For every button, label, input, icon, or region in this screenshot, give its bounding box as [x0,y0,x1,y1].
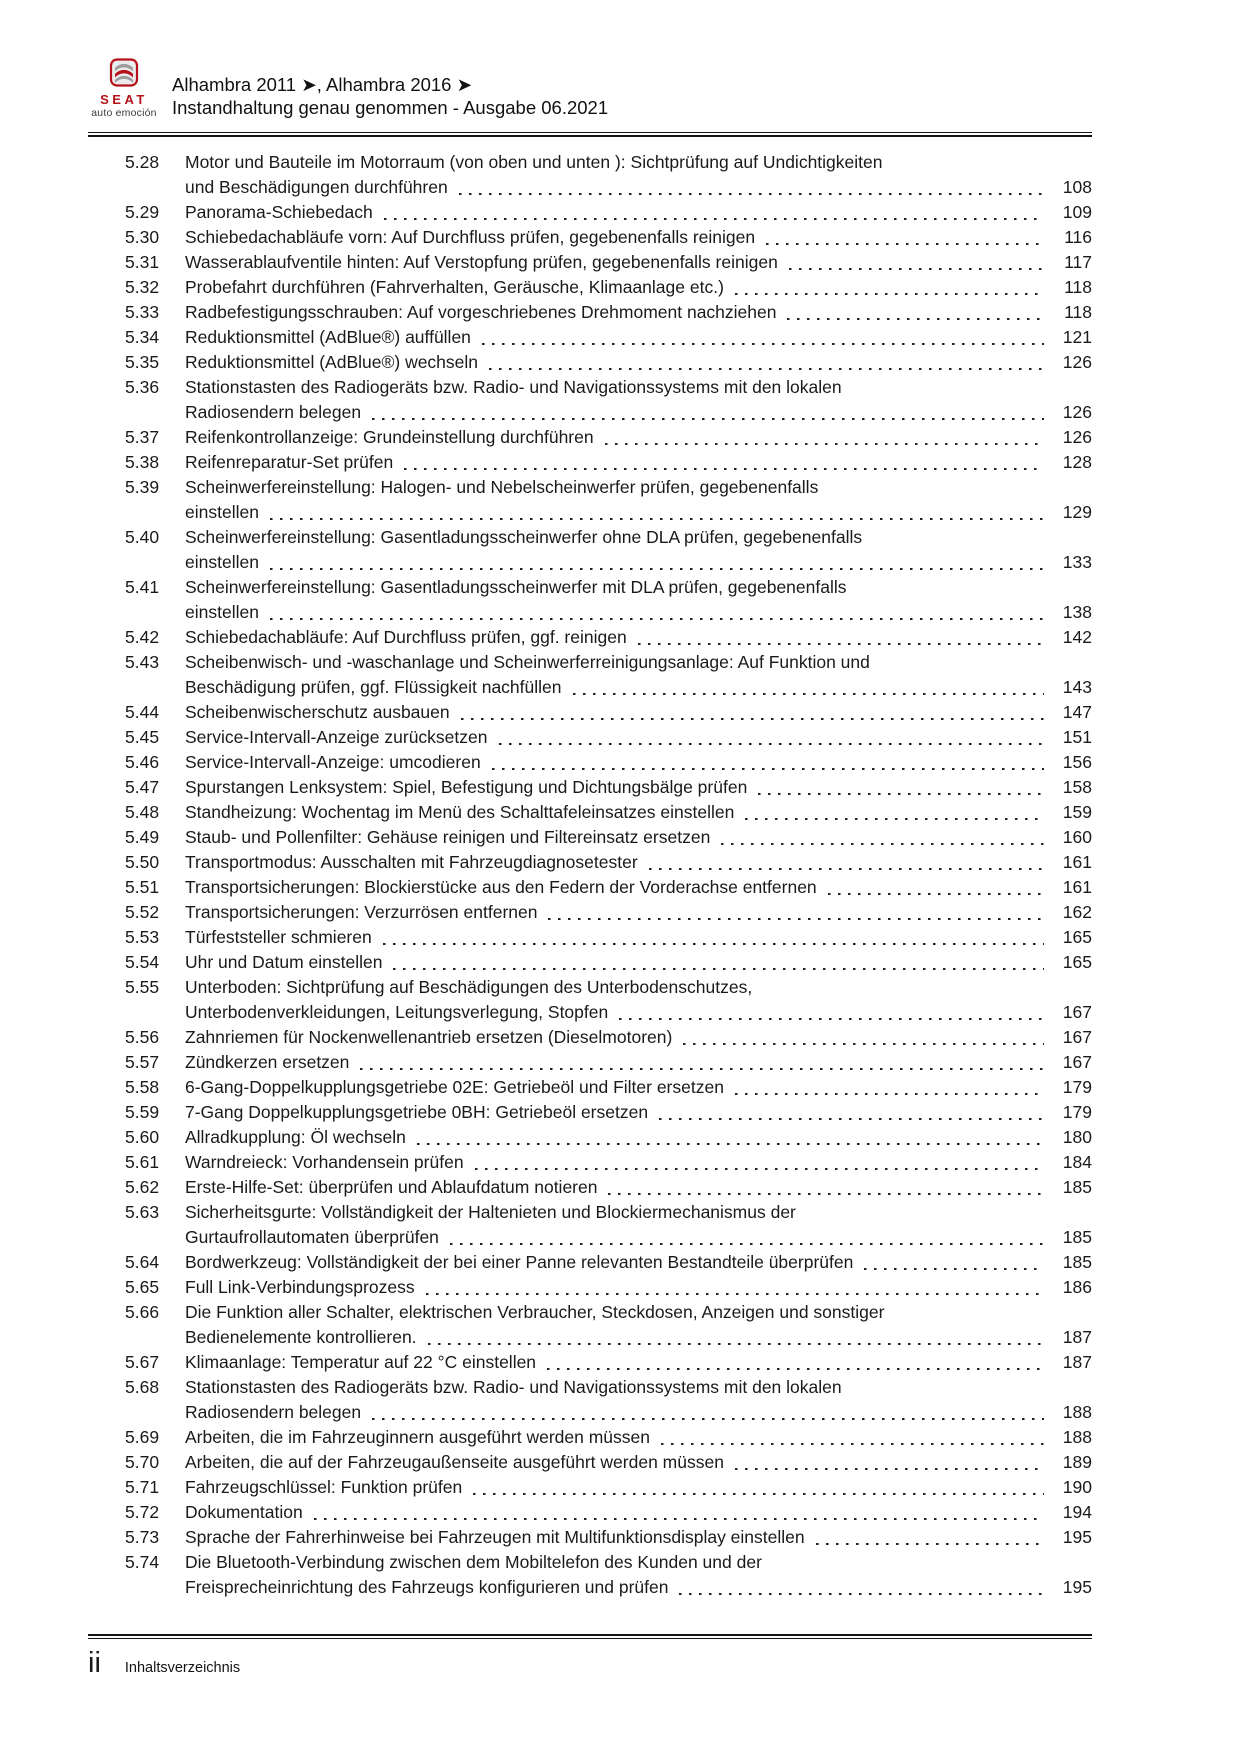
toc-entry-text: Reduktionsmittel (AdBlue®) auffüllen [185,327,471,347]
toc-entry-text: Sicherheitsgurte: Vollständigkeit der Haltenieten und Blockiermechanismus der [185,1202,796,1222]
toc-entry-page: 194 [1062,1502,1092,1522]
toc-entry-page: 165 [1062,952,1092,972]
toc-entry-text: Radbefestigungsschrauben: Auf vorgeschriebenes Drehmoment nachziehen [185,302,777,322]
toc-entry [88,525,1092,575]
toc-entry-text: Gurtaufrollautomaten überprüfen [185,1227,439,1247]
toc-entry [88,800,1092,825]
toc-entry-text: einstellen [185,602,259,622]
dot-leader [499,743,1045,745]
toc-entry-page: 189 [1062,1452,1092,1472]
toc-entry-text: Reifenkontrollanzeige: Grundeinstellung durchführen [185,427,594,447]
dot-leader [789,268,1044,270]
toc-entry-text: Schiebedachabläufe: Auf Durchfluss prüfen, ggf. reinigen [185,627,627,647]
toc-entry [88,925,1092,950]
toc-entry-page: 187 [1062,1327,1092,1347]
toc-entry [88,250,1092,275]
toc-entry [88,850,1092,875]
toc-entry-number: 5.43 [125,652,160,672]
toc-entry [88,1025,1092,1050]
toc-entry-number: 5.58 [125,1077,160,1097]
toc-entry-number: 5.55 [125,977,160,997]
dot-leader [417,1143,1044,1145]
toc-entry [88,275,1092,300]
toc-entry-number: 5.39 [125,477,160,497]
toc-entry-text: Bordwerkzeug: Vollständigkeit der bei einer Panne relevanten Bestandteile überprüfen [185,1252,854,1272]
toc-entry [88,1300,1092,1350]
toc-entry-text: Reduktionsmittel (AdBlue®) wechseln [185,352,479,372]
toc-entry [88,1275,1092,1300]
dot-leader [473,1493,1044,1495]
toc-entry-page: 167 [1062,1027,1092,1047]
toc-entry-text: einstellen [185,552,259,572]
toc-entry-number: 5.65 [125,1277,160,1297]
toc-entry [88,1075,1092,1100]
dot-leader [384,218,1044,220]
dot-leader [459,193,1044,195]
dot-leader [649,868,1044,870]
page-header [88,0,1092,119]
toc-entry-text: Uhr und Datum einstellen [185,952,383,972]
dot-leader [659,1118,1044,1120]
toc-entry-text: Zündkerzen ersetzen [185,1052,350,1072]
dot-leader [492,768,1044,770]
footer-page-number: ii [88,1647,101,1679]
footer-divider [88,1634,1092,1639]
toc-entry-number: 5.51 [125,877,160,897]
toc-entry-page: 185 [1062,1227,1092,1247]
toc-entry [88,325,1092,350]
toc-entry [88,1450,1092,1475]
toc-entry-text: Scheibenwisch- und -waschanlage und Scheinwerferreinigungsanlage: Auf Funktion und [185,652,870,672]
toc-entry-text: Stationstasten des Radiogeräts bzw. Radio- und Navigationssystems mit den lokalen [185,377,842,397]
dot-leader [735,1468,1044,1470]
dot-leader [489,368,1044,370]
toc-entry-text: Transportsicherungen: Blockierstücke aus den Federn der Vorderachse entfernen [185,877,817,897]
toc-entry-text: Türfeststeller schmieren [185,927,372,947]
toc-entry-text: 7-Gang Doppelkupplungsgetriebe 0BH: Getriebeöl ersetzen [185,1102,649,1122]
toc-entry-text: Arbeiten, die auf der Fahrzeugaußenseite ausgeführt werden müssen [185,1452,724,1472]
dot-leader [679,1593,1044,1595]
toc-entry [88,1500,1092,1525]
toc-entry [88,900,1092,925]
toc-entry-text: Unterbodenverkleidungen, Leitungsverlegung, Stopfen [185,1002,609,1022]
dot-leader [360,1068,1044,1070]
dot-leader [383,943,1044,945]
seat-logo [88,58,160,119]
toc-entry-number: 5.57 [125,1052,160,1072]
dot-leader [787,318,1044,320]
toc-entry-page: 118 [1064,277,1092,297]
dot-leader [372,418,1044,420]
dot-leader [638,643,1044,645]
toc-entry-number: 5.62 [125,1177,160,1197]
toc-entry-text: Schiebedachabläufe vorn: Auf Durchfluss prüfen, gegebenenfalls reinigen [185,227,756,247]
toc-entry [88,825,1092,850]
dot-leader [548,918,1044,920]
toc-entry-text: Bedienelemente kontrollieren. [185,1327,417,1347]
toc-entry-number: 5.71 [125,1477,160,1497]
toc-entry-page: 158 [1062,777,1092,797]
toc-entry [88,975,1092,1025]
dot-leader [270,568,1044,570]
toc-entry-page: 133 [1062,552,1092,572]
toc-entry-text: Beschädigung prüfen, ggf. Flüssigkeit nachfüllen [185,677,562,697]
toc-entry-number: 5.74 [125,1552,160,1572]
toc-entry [88,775,1092,800]
toc-entry [88,350,1092,375]
toc-entry-page: 126 [1062,427,1092,447]
toc-entry-page: 108 [1062,177,1092,197]
dot-leader [721,843,1044,845]
toc-entry [88,625,1092,650]
seat-badge-icon [88,58,160,92]
toc-entry-text: Service-Intervall-Anzeige zurücksetzen [185,727,488,747]
toc-entry-page: 126 [1062,352,1092,372]
dot-leader [573,693,1045,695]
toc-entry-page: 188 [1062,1427,1092,1447]
dot-leader [450,1243,1044,1245]
toc-entry-text: Dokumentation [185,1502,303,1522]
toc-entry-number: 5.53 [125,927,160,947]
toc-entry-number: 5.72 [125,1502,160,1522]
toc-entry-page: 160 [1062,827,1092,847]
toc-entry-number: 5.37 [125,427,160,447]
toc-entry [88,1475,1092,1500]
header-titles [172,74,608,119]
toc-entry-text: Warndreieck: Vorhandensein prüfen [185,1152,464,1172]
toc-entry-page: 129 [1062,502,1092,522]
dot-leader [758,793,1044,795]
toc-entry-text: Transportmodus: Ausschalten mit Fahrzeugdiagnosetester [185,852,638,872]
toc-entry-page: 116 [1064,227,1092,247]
toc-entry [88,450,1092,475]
toc-entry-number: 5.29 [125,202,160,222]
toc-entry-text: Standheizung: Wochentag im Menü des Schalttafeleinsatzes einstellen [185,802,735,822]
toc-entry-number: 5.42 [125,627,160,647]
toc-entry-text: Scheinwerfereinstellung: Halogen- und Nebelscheinwerfer prüfen, gegebenenfalls [185,477,819,497]
toc-entry-number: 5.32 [125,277,160,297]
toc-entry [88,1050,1092,1075]
dot-leader [372,1418,1044,1420]
toc-entry-text: Zahnriemen für Nockenwellenantrieb ersetzen (Dieselmotoren) [185,1027,673,1047]
toc-entry [88,950,1092,975]
toc-entry-number: 5.60 [125,1127,160,1147]
toc-entry-text: einstellen [185,502,259,522]
toc-entry-page: 126 [1062,402,1092,422]
toc-entry [88,1350,1092,1375]
toc-entry-text: Arbeiten, die im Fahrzeuginnern ausgeführt werden müssen [185,1427,650,1447]
toc-entry-number: 5.49 [125,827,160,847]
toc-entry-page: 195 [1062,1577,1092,1597]
toc-entry [88,1425,1092,1450]
toc-entry-page: 142 [1062,627,1092,647]
toc-entry-page: 186 [1062,1277,1092,1297]
toc-entry-number: 5.50 [125,852,160,872]
dot-leader [426,1293,1044,1295]
dot-leader [314,1518,1044,1520]
dot-leader [482,343,1044,345]
toc-entry-number: 5.47 [125,777,160,797]
toc-entry-page: 179 [1062,1077,1092,1097]
dot-leader [428,1343,1044,1345]
toc-entry [88,150,1092,200]
toc-entry-text: Sprache der Fahrerhinweise bei Fahrzeugen mit Multifunktionsdisplay einstellen [185,1527,805,1547]
toc-entry [88,1125,1092,1150]
dot-leader [605,443,1044,445]
toc-entry-number: 5.68 [125,1377,160,1397]
toc-entry-number: 5.69 [125,1427,160,1447]
toc-entry-text: Wasserablaufventile hinten: Auf Verstopfung prüfen, gegebenenfalls reinigen [185,252,778,272]
toc-entry-page: 195 [1062,1527,1092,1547]
toc-entry-page: 187 [1062,1352,1092,1372]
toc-entry [88,1525,1092,1550]
toc-entry-text: Panorama-Schiebedach [185,202,373,222]
toc-entry-page: 167 [1062,1052,1092,1072]
toc-entry [88,725,1092,750]
dot-leader [270,618,1044,620]
toc-entry-number: 5.46 [125,752,160,772]
toc-entry-text: Allradkupplung: Öl wechseln [185,1127,406,1147]
toc-entry-text: Reifenreparatur-Set prüfen [185,452,394,472]
toc-entry-page: 109 [1062,202,1092,222]
toc-entry-text: Scheinwerfereinstellung: Gasentladungsscheinwerfer ohne DLA prüfen, gegebenenfalls [185,527,863,547]
toc-entry-page: 190 [1062,1477,1092,1497]
toc-entry-page: 118 [1064,302,1092,322]
toc-entry-text: Die Bluetooth-Verbindung zwischen dem Mobiltelefon des Kunden und der [185,1552,762,1572]
toc-entry [88,300,1092,325]
toc-entry [88,200,1092,225]
toc-entry-page: 121 [1062,327,1092,347]
toc-entry [88,650,1092,700]
toc-entry-number: 5.67 [125,1352,160,1372]
toc-entry-page: 184 [1062,1152,1092,1172]
dot-leader [619,1018,1044,1020]
toc-entry [88,1550,1092,1600]
toc-entry-page: 185 [1062,1177,1092,1197]
toc-entry-text: Die Funktion aller Schalter, elektrischen Verbraucher, Steckdosen, Anzeigen und sonstiger [185,1302,885,1322]
toc-entry-text: Freisprecheinrichtung des Fahrzeugs konfigurieren und prüfen [185,1577,669,1597]
toc-entry-number: 5.31 [125,252,160,272]
toc-entry-text: Scheinwerfereinstellung: Gasentladungsscheinwerfer mit DLA prüfen, gegebenenfalls [185,577,847,597]
toc-entry-page: 117 [1064,252,1092,272]
toc-entry-text: Staub- und Pollenfilter: Gehäuse reinigen und Filtereinsatz ersetzen [185,827,711,847]
toc-entry-number: 5.44 [125,702,160,722]
dot-leader [461,718,1044,720]
toc-entry-number: 5.34 [125,327,160,347]
toc-entry [88,375,1092,425]
dot-leader [608,1193,1044,1195]
toc-entry-number: 5.30 [125,227,160,247]
toc-entry-number: 5.70 [125,1452,160,1472]
toc-entry-page: 165 [1062,927,1092,947]
toc-entry-text: Probefahrt durchführen (Fahrverhalten, Geräusche, Klimaanlage etc.) [185,277,724,297]
toc-entry [88,875,1092,900]
toc-entry-text: Unterboden: Sichtprüfung auf Beschädigungen des Unterbodenschutzes, [185,977,753,997]
toc-entry [88,700,1092,725]
toc-entry-page: 143 [1062,677,1092,697]
toc-entry-number: 5.48 [125,802,160,822]
toc-entry-page: 180 [1062,1127,1092,1147]
toc-entry-number: 5.56 [125,1027,160,1047]
toc-entry-text: Scheibenwischerschutz ausbauen [185,702,450,722]
toc-entry-text: Radiosendern belegen [185,1402,362,1422]
seat-tagline: auto emoción [91,107,157,119]
toc-entry-number: 5.63 [125,1202,160,1222]
toc-entry [88,425,1092,450]
toc-entry-page: 156 [1062,752,1092,772]
toc-entry-page: 162 [1062,902,1092,922]
toc-entry-number: 5.35 [125,352,160,372]
toc-entry-number: 5.54 [125,952,160,972]
toc-entry-number: 5.52 [125,902,160,922]
toc-entry-number: 5.59 [125,1102,160,1122]
toc-entry-page: 188 [1062,1402,1092,1422]
toc-entry-number: 5.64 [125,1252,160,1272]
toc-entry-text: Radiosendern belegen [185,402,362,422]
toc-entry [88,1375,1092,1425]
dot-leader [393,968,1044,970]
header-document-line: Instandhaltung genau genommen - Ausgabe 06.2021 [172,96,609,118]
toc-entry-page: 128 [1062,452,1092,472]
page-footer [88,1647,1092,1679]
toc-entry-number: 5.73 [125,1527,160,1547]
toc-entry [88,1150,1092,1175]
toc-entry [88,1100,1092,1125]
toc-entry-page: 167 [1062,1002,1092,1022]
dot-leader [816,1543,1044,1545]
seat-wordmark: SEAT [100,92,148,107]
dot-leader [475,1168,1044,1170]
dot-leader [270,518,1044,520]
toc-entry-number: 5.33 [125,302,160,322]
toc-entry [88,575,1092,625]
toc-entry-text: Fahrzeugschlüssel: Funktion prüfen [185,1477,463,1497]
toc-entry-text: Transportsicherungen: Verzurrösen entfernen [185,902,538,922]
toc-entry-page: 161 [1062,852,1092,872]
dot-leader [735,293,1044,295]
toc-entry-page: 151 [1062,727,1092,747]
footer-section-label: Inhaltsverzeichnis [124,1660,241,1676]
toc-entry [88,1175,1092,1200]
toc-entry-page: 161 [1062,877,1092,897]
dot-leader [683,1043,1044,1045]
toc-entry-number: 5.38 [125,452,160,472]
toc-entry-page: 159 [1062,802,1092,822]
toc-entry-text: Stationstasten des Radiogeräts bzw. Radio- und Navigationssystems mit den lokalen [185,1377,842,1397]
toc-entry-text: Klimaanlage: Temperatur auf 22 °C einstellen [185,1352,537,1372]
toc-entry-number: 5.66 [125,1302,160,1322]
toc-entry-text: Spurstangen Lenksystem: Spiel, Befestigung und Dichtungsbälge prüfen [185,777,748,797]
toc-entry-number: 5.45 [125,727,160,747]
toc-entry-number: 5.40 [125,527,160,547]
toc-entry-page: 185 [1062,1252,1092,1272]
toc-entry-page: 179 [1062,1102,1092,1122]
dot-leader [404,468,1044,470]
dot-leader [547,1368,1044,1370]
toc-entry-page: 138 [1062,602,1092,622]
toc-entry-text: Motor und Bauteile im Motorraum (von oben und unten ): Sichtprüfung auf Undichtigkeiten [185,152,883,172]
toc-entry-number: 5.36 [125,377,160,397]
toc-entry-text: Full Link-Verbindungsprozess [185,1277,415,1297]
dot-leader [735,1093,1044,1095]
toc-entry-text: Service-Intervall-Anzeige: umcodieren [185,752,481,772]
toc-entry-text: Erste-Hilfe-Set: überprüfen und Ablaufdatum notieren [185,1177,598,1197]
toc-entry-page: 147 [1062,702,1092,722]
toc-entry [88,225,1092,250]
toc-entry [88,1250,1092,1275]
toc-entry-text: und Beschädigungen durchführen [185,177,448,197]
dot-leader [864,1268,1044,1270]
dot-leader [745,818,1044,820]
toc-entry-number: 5.61 [125,1152,160,1172]
header-model-line: Alhambra 2011 ➤, Alhambra 2016 ➤ [172,74,473,95]
toc-entry-text: 6-Gang-Doppelkupplungsgetriebe 02E: Getriebeöl und Filter ersetzen [185,1077,724,1097]
toc-entry [88,1200,1092,1250]
header-divider [88,132,1092,137]
dot-leader [828,893,1044,895]
toc-entry [88,475,1092,525]
toc-entry-number: 5.28 [125,152,160,172]
dot-leader [661,1443,1044,1445]
dot-leader [766,243,1044,245]
toc-entry [88,750,1092,775]
toc-entry-number: 5.41 [125,577,160,597]
toc-list [88,150,1092,1600]
